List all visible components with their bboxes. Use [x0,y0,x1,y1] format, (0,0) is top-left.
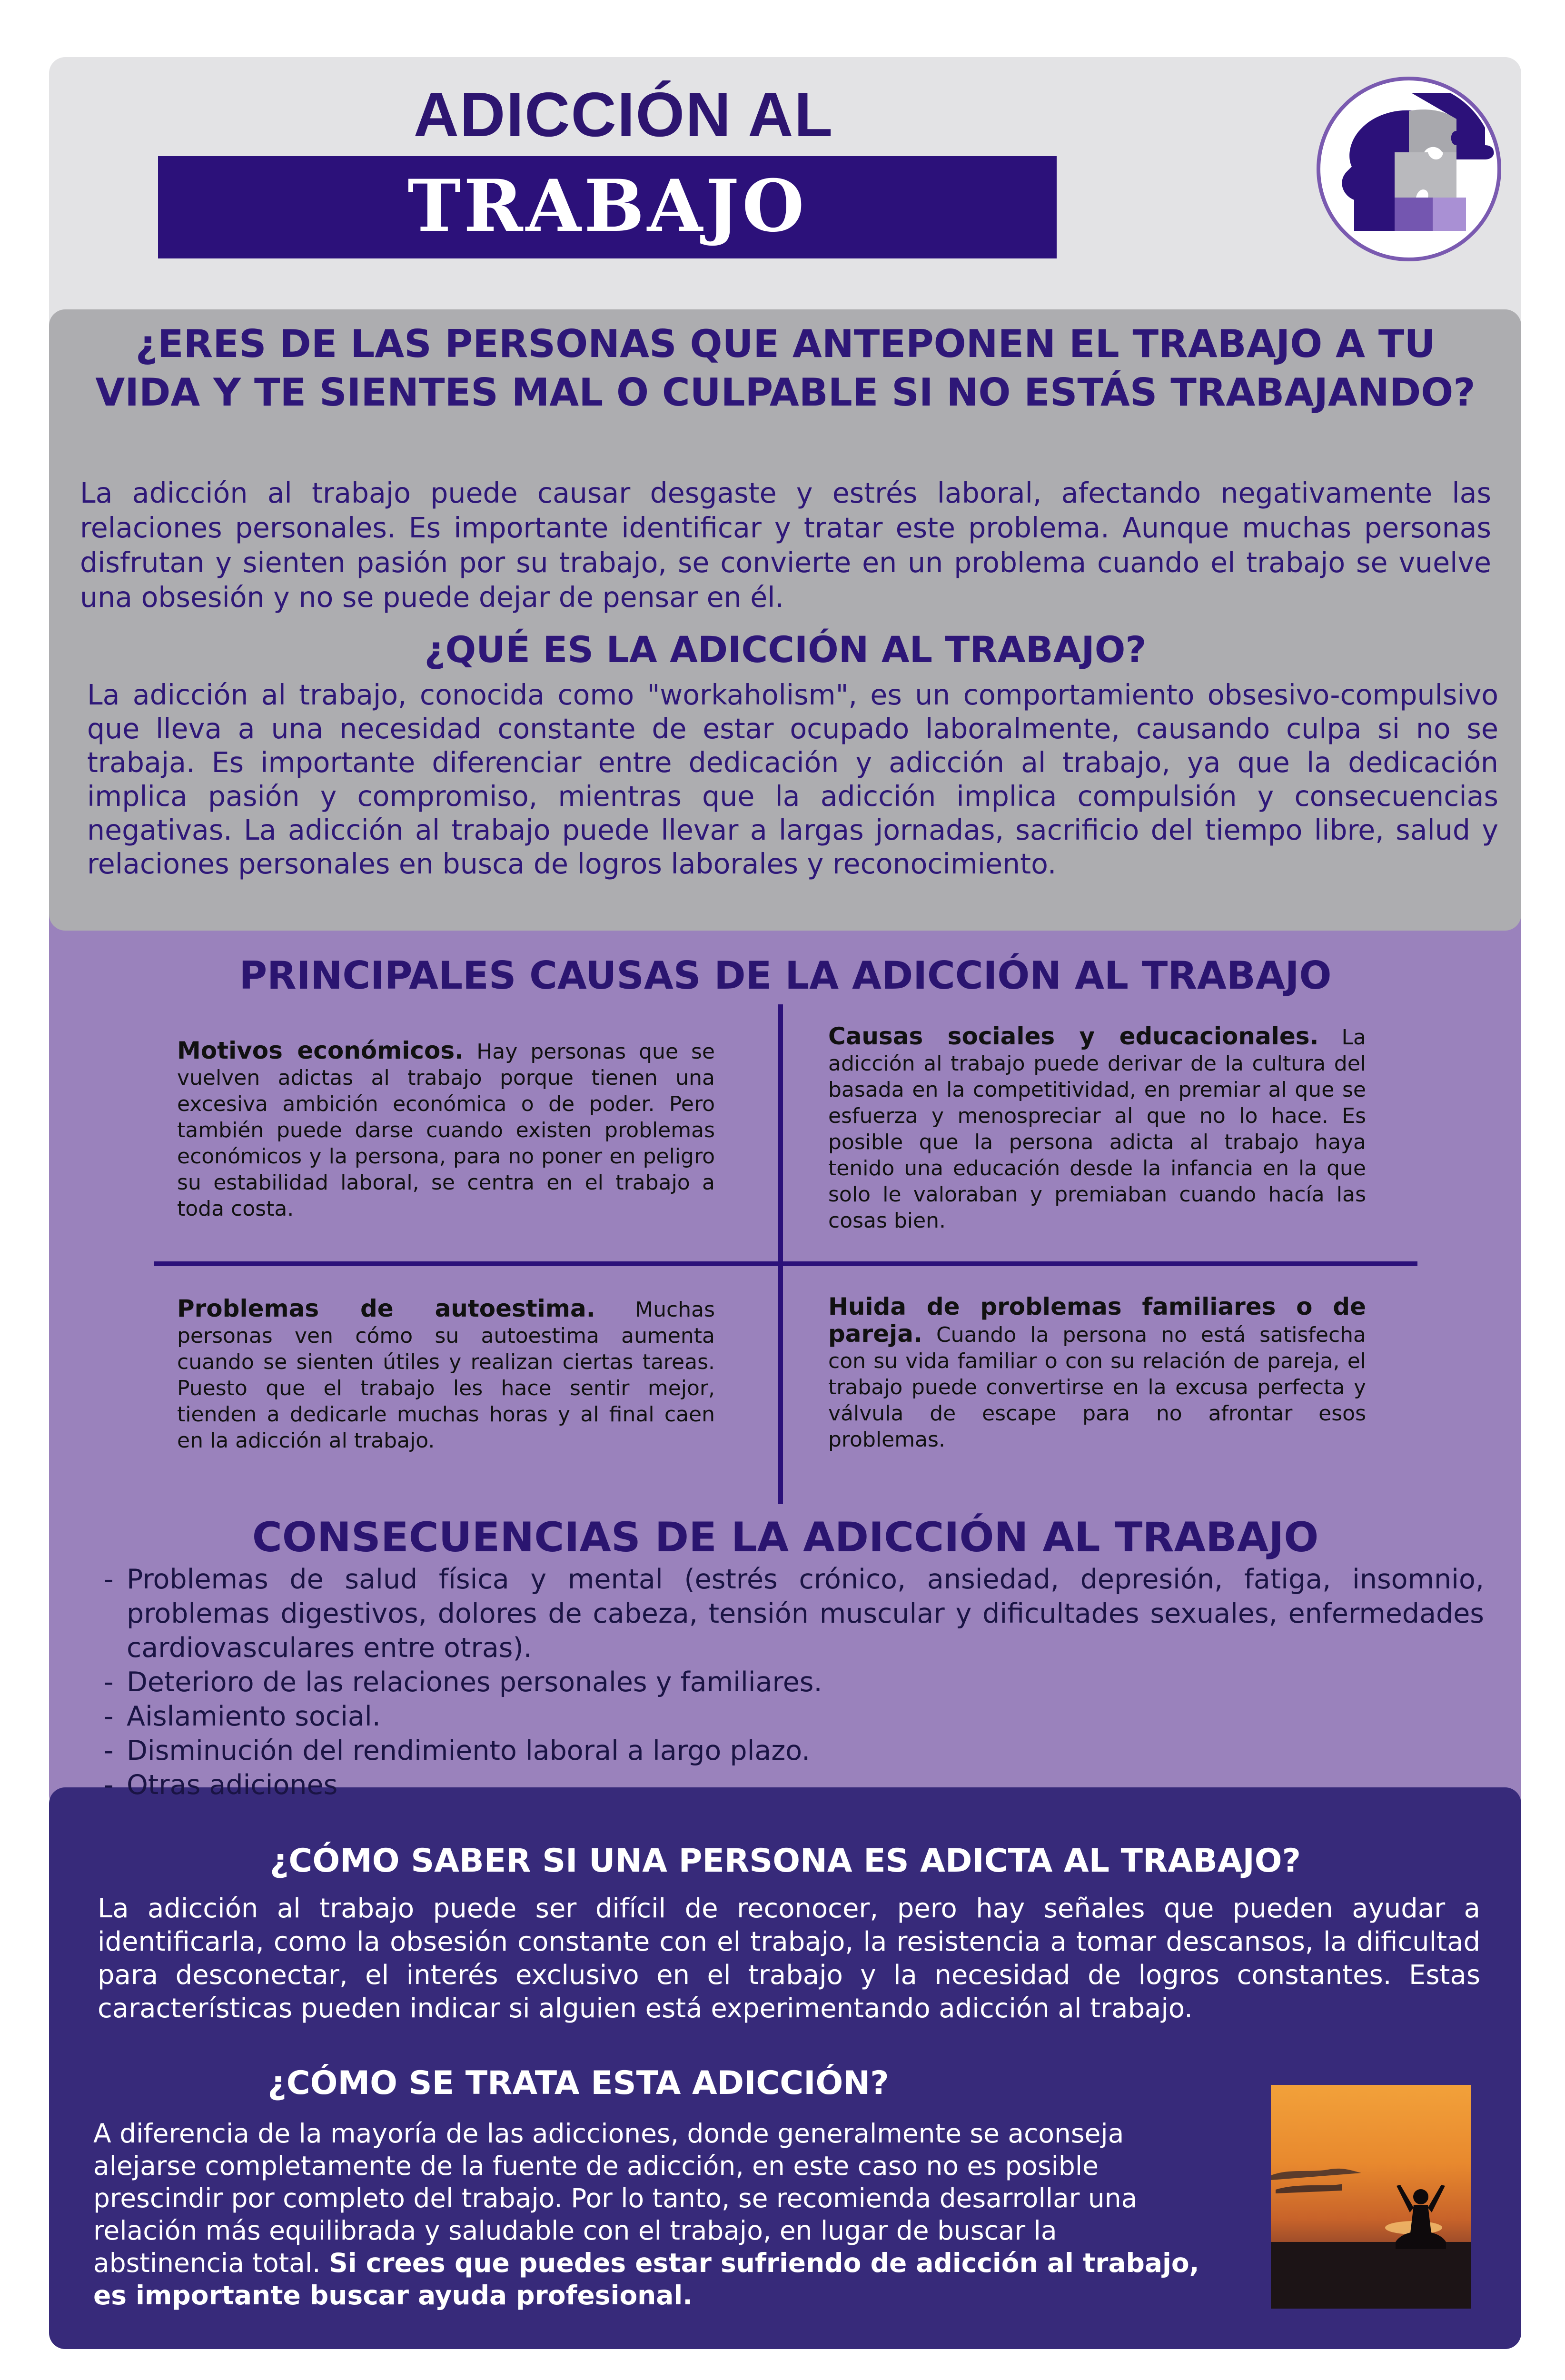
cause-text: Cuando la persona no está satisfecha con su vida familiar o con su relación de pareja, el trabajo puede convertirse en la excusa perfecta y válvula de escape para no afrontar esos problemas. [828,1323,1366,1452]
cause-text: La adicción al trabajo puede derivar de la cultura del basada en la competitividad, en premiar al que se esfuerza y menospreciar al que no lo hace. Es posible que la persona adicta al trabajo haya tenido una educación desde la infancia en la que solo le valoraban y premiaban cuando hacía las cosas bien. [828,1025,1366,1233]
title-line-2: TRABAJO [407,164,807,248]
cause-text: Hay personas que se vuelven adictas al trabajo porque tienen una excesiva ambición económica o de poder. Pero también puede darse cuando existen problemas económicos y la persona, para no poner en peligro su estabilidad laboral, se centra en el trabajo a toda costa. [177,1040,715,1221]
what-is-heading: ¿QUÉ ES LA ADICCIÓN AL TRABAJO? [424,628,1147,671]
treatment-callout: Si crees que puedes estar sufriendo de adicción al trabajo, es importante buscar ayuda profesional. [93,2248,1199,2311]
list-item: - Problemas de salud física y mental (estrés crónico, ansiedad, depresión, fatiga, insomnio, problemas digestivos, dolores de cabeza, tensión muscular y dificultades sexuales, enfermedades cardiovasculares entre otras). [99,1562,1484,1665]
cause-self-esteem [177,1296,715,1454]
treatment-body: A diferencia de la mayoría de las adicciones, donde generalmente se aconseja alejarse completamente de la fuente de adicción, en este caso no es posible prescindir por completo del trabajo. Por lo tanto, se recomienda desarrollar una relación más equilibrada y saludable con el trabajo, en lugar de buscar la abstinencia total. [93,2118,1138,2278]
title-line-1: ADICCIÓN AL [413,79,834,149]
treatment-heading: ¿CÓMO SE TRATA ESTA ADICCIÓN? [267,2064,889,2102]
causes-heading: PRINCIPALES CAUSAS DE LA ADICCIÓN AL TRABAJO [239,953,1332,998]
what-is-text: La adicción al trabajo, conocida como "workaholism", es un comportamiento obsesivo-compulsivo que lleva a una necesidad constante de estar ocupado laboralmente, causando culpa si no se trabaja. Es importante diferenciar entre dedicación y adicción al trabajo, ya que la dedicación implica pasión y compromiso, mientras que la adicción implica compulsión y consecuencias negativas. La adicción al trabajo puede llevar a largas jornadas, sacrificio del tiempo libre, salud y relaciones personales en busca de logros laborales y reconocimiento. [87,679,1498,880]
causes-horizontal-divider [154,1261,1417,1266]
puzzle-head-icon [1314,74,1504,264]
cause-text: Muchas personas ven cómo su autoestima aumenta cuando se sienten útiles y realizan ciertas tareas. Puesto que el trabajo les hace sentir mejor, tienden a dedicarle muchas horas y al final caen en la adicción al trabajo. [177,1298,715,1453]
how-to-know-text: La adicción al trabajo puede ser difícil de reconocer, pero hay señales que pueden ayudar a identificarla, como la obsesión constante con el trabajo, la resistencia a tomar descansos, la dificultad para desconectar, el interés exclusivo en el trabajo y la necesidad de logros constantes. Estas características pueden indicar si alguien está experimentando adicción al trabajo. [98,1893,1480,2024]
causes-vertical-divider [778,1004,783,1504]
cause-family [828,1294,1366,1453]
meditation-sunset-photo [1271,2085,1471,2309]
intro-question: ¿ERES DE LAS PERSONAS QUE ANTEPONEN EL TRABAJO A TU VIDA Y TE SIENTES MAL O CULPABLE SI NO ESTÁS TRABAJANDO? [95,322,1476,415]
cause-title: Huida de problemas familiares o de pareja. [828,1293,1366,1348]
list-item: - Deterioro de las relaciones personales y familiares. [99,1665,1484,1699]
cause-social [828,1023,1366,1234]
intro-text: La adicción al trabajo puede causar desgaste y estrés laboral, afectando negativamente las relaciones personales. Es importante identificar y tratar este problema. Aunque muchas personas disfrutan y sienten pasión por su trabajo, se convierte en un problema cuando el trabajo se vuelve una obsesión y no se puede dejar de pensar en él. [80,477,1491,614]
cause-economic [177,1038,715,1222]
treatment-text [93,2117,1212,2311]
consequences-list [99,1562,1484,1802]
cause-title: Causas sociales y educacionales. [828,1022,1319,1050]
cause-title: Motivos económicos. [177,1037,464,1064]
list-item: - Disminución del rendimiento laboral a largo plazo. [99,1734,1484,1768]
consequences-heading: CONSECUENCIAS DE LA ADICCIÓN AL TRABAJO [252,1514,1319,1561]
list-item: - Aislamiento social. [99,1699,1484,1734]
list-item: - Otras adiciones [99,1768,1484,1802]
cause-title: Problemas de autoestima. [177,1295,595,1322]
how-to-know-heading: ¿CÓMO SABER SI UNA PERSONA ES ADICTA AL TRABAJO? [269,1842,1301,1880]
